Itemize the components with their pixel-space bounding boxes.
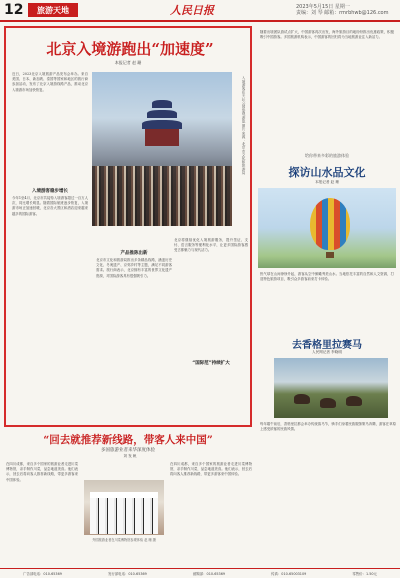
feature-title: 探访山水品文化 <box>288 166 366 179</box>
horse-race-photo <box>274 358 388 418</box>
hot-air-balloon-photo <box>258 188 396 268</box>
feature-kicker: 给你带来多彩的旅游体验 <box>305 153 349 158</box>
page-header <box>0 0 400 20</box>
balloon-icon <box>310 198 350 250</box>
main-body-1 <box>12 196 88 296</box>
feature-byline: 本报记者 赵 珊 <box>315 180 339 184</box>
chefs-photo <box>84 480 164 535</box>
right-top-column <box>258 26 396 144</box>
footer-item: 发行部电话：010-65369 <box>108 572 147 576</box>
horse-icon <box>320 398 336 408</box>
header-meta <box>296 4 389 16</box>
lower-byline: 刘 发 帆 <box>123 454 137 458</box>
lower-body-col-2-text: 在四川成都，来自多个国家的旅游业者走进川菜博物馆，亲手制作川菜，品尝地道美食。他们表示，回去后将向客人推荐新线路，带更多游客来中国体验。 <box>170 462 252 477</box>
page-number: 12 <box>4 2 24 18</box>
footer-item: 广告部电话：010-65369 <box>23 572 62 576</box>
footer-item: 零售价：1.50元 <box>352 572 377 576</box>
footer-item: 邮购部：010-65369 <box>192 572 226 576</box>
footer-item: 传真：010-65003109 <box>271 572 307 576</box>
balloon-basket <box>326 252 334 258</box>
temple-of-heaven-photo <box>92 72 232 226</box>
header-date: 2023年5月15日 星期一 <box>296 4 350 10</box>
lower-body <box>6 462 78 564</box>
horse-icon <box>346 396 362 406</box>
main-body-1-text: 今年1至4月，北京市共接待入境游客超过一百万人次，同比增长明显。随着国际航班逐步恢复，入境游市场正加速回暖，北京各大景区和酒店迎来越来越多的国际游客。 <box>12 196 88 216</box>
feature-body-text: 热气球在山间徐徐升起，游客从空中俯瞰秀美山水。当地依托丰富的自然和人文资源，打造特色旅游项目，吸引众多游客前来打卡体验。 <box>260 272 394 282</box>
feature-story <box>258 150 396 330</box>
header-editor: 责编：刘 琴 邮箱：rmrbhwb@126.com <box>296 10 389 16</box>
chef-group <box>90 492 158 534</box>
lower-headline: “回去就推荐新线路，带客人来中国” <box>43 434 213 446</box>
main-body-2-text: 北京市文化和旅游局推出多条精品线路，涵盖历史文化、冬奥遗产、京郊乡村等主题，满足不同游客需求。旅行商表示，北京拥有丰富的世界文化遗产资源，对国际游客具有很强吸引力。 <box>96 258 172 278</box>
main-body-2 <box>96 258 172 378</box>
lower-photo-caption: 外国旅游业者在川菜博物馆参观体验 赵 珊 摄 <box>92 538 156 542</box>
main-body-3 <box>174 238 248 356</box>
race-body <box>260 422 396 564</box>
main-subhead-3: “国际范”持续扩大 <box>192 361 230 366</box>
main-headline: 北京入境游跑出“加速度” <box>46 40 214 58</box>
main-story-frame <box>4 26 252 427</box>
section-badge: 旅游天地 <box>28 3 78 17</box>
race-byline: 人民网记者 李晓明 <box>312 350 342 354</box>
right-top-body <box>260 30 394 142</box>
right-top-text: 随着出境团队游试点扩大，中国游客再次出发，海外旅游目的地纷纷推出优惠政策，积极吸引中国游客。多国旅游机构表示，中国游客的回归将为当地旅游业注入新活力。 <box>260 30 394 40</box>
race-body-text: 每年端午前后，香格里拉都会举办传统赛马节，骑手们身着民族服饰策马奔腾，游客在草原上感受浓郁的民族风情。 <box>260 422 396 432</box>
main-body-3-text: 北京将继续优化入境旅游服务，提升签证、支付、语言服务等便利化水平，让更多国际游客感受古都魅力与现代活力。 <box>174 238 248 253</box>
main-byline: 本报记者 赵 珊 <box>114 60 142 65</box>
main-lead <box>12 72 88 182</box>
main-photo-caption: 入境游客在天坛公园参观游览 图片来源：北京市文化和旅游局 <box>242 76 246 175</box>
lower-body-col-2 <box>170 462 252 564</box>
lower-body-text: 在四川成都，来自多个国家的旅游业者走进川菜博物馆，亲手制作川菜，品尝地道美食。他们表示，回去后将向客人推荐新线路，带更多游客来中国体验。 <box>6 462 78 482</box>
feature-body <box>260 272 394 328</box>
main-subhead-1: 入境游客稳步增长 <box>32 189 68 194</box>
newspaper-logo: 人民日报 <box>170 4 214 17</box>
header-rule <box>0 20 400 22</box>
main-lead-text: 近日，2023北京入境旅游产品发布会举办。来自美国、日本、新加坡、泰国等国家和地区的旅行商参加活动，发布了北京入境游线路产品，推动北京入境游市场加快恢复。 <box>12 72 88 92</box>
race-title: 去香格里拉赛马 <box>292 340 362 351</box>
lower-subheadline: 多国旅游业者来华深度体验 <box>101 448 155 453</box>
main-subhead-2: 产品推陈出新 <box>120 251 148 256</box>
horse-icon <box>294 394 310 404</box>
tourist-group <box>92 166 232 226</box>
temple-icon <box>132 100 192 146</box>
